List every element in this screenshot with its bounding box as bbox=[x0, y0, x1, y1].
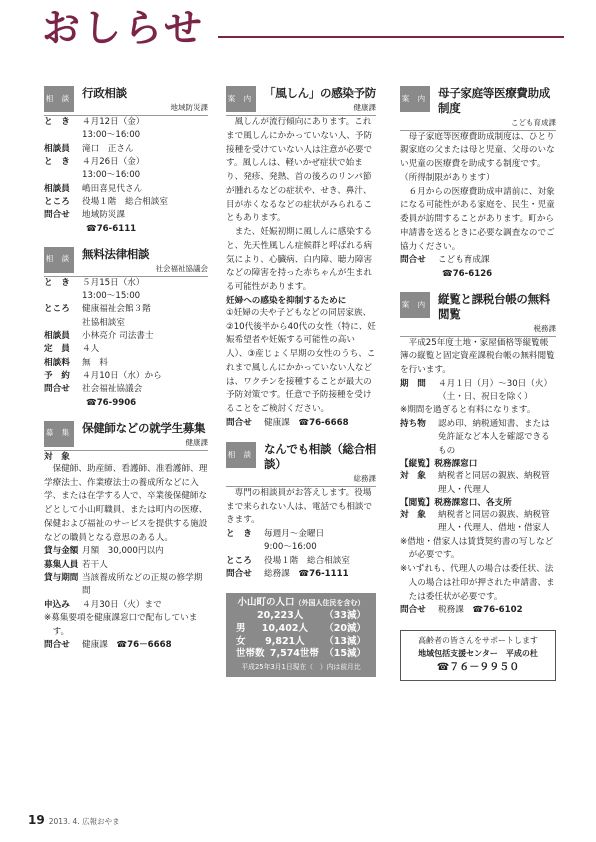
info-row bbox=[226, 555, 376, 568]
info-row bbox=[44, 545, 208, 558]
paragraph: また、妊娠初期に風しんに感染すると、先天性風しん症候群と呼ばれる病気により、心臓病、白内障、聴力障害などの障害を持った赤ちゃんが生まれる可能性があります。 bbox=[226, 227, 373, 292]
row-label bbox=[44, 317, 82, 330]
row-label: 予 約 bbox=[44, 370, 70, 381]
population-change: （33減） bbox=[324, 609, 366, 621]
population-rows bbox=[230, 610, 372, 661]
title-rule bbox=[218, 36, 564, 38]
section-tag: 案 内 bbox=[400, 86, 430, 112]
row-value: 当該養成所などの正規の修学期間 bbox=[82, 573, 203, 597]
contact-label: 問合せ bbox=[400, 605, 426, 616]
note: ※いずれも、代理人の場合は委任状、法人の場合は社印が押された申請書、または委任状が必要です。 bbox=[400, 564, 555, 602]
population-row bbox=[230, 648, 372, 661]
row-label: 貸与期間 bbox=[44, 573, 79, 584]
row-label: 募集人員 bbox=[44, 559, 79, 570]
paragraph: 母子家庭等医療費助成制度は、ひとり親家庭の父または母と児童、父母のいない児童の医療費を助成する制度です。（所得制限があります） bbox=[400, 131, 555, 183]
contact-dept: 健康課 bbox=[82, 640, 108, 651]
row-value: 役場１階 総合相談室 bbox=[82, 196, 168, 207]
row-label: と き bbox=[44, 117, 70, 127]
population-title-note: （外国人住民を含む） bbox=[294, 599, 365, 608]
row-value: 月額 30,000円以内 bbox=[82, 546, 164, 557]
info-row bbox=[44, 343, 208, 356]
row-label: 問合せ bbox=[44, 210, 70, 221]
info-row bbox=[44, 357, 208, 370]
info-row bbox=[226, 528, 376, 541]
section-tag: 相 談 bbox=[44, 86, 74, 112]
row-value: 社協相談室 bbox=[82, 317, 125, 328]
section-dept: 健康課 bbox=[353, 102, 376, 112]
issue-label: 2013. 4. 広報おやま bbox=[48, 816, 120, 826]
column-middle bbox=[226, 86, 376, 677]
column-left bbox=[44, 86, 208, 665]
population-value: 7,574世帯 bbox=[269, 648, 319, 660]
phone-number: ☎76－6668 bbox=[116, 640, 172, 651]
population-row bbox=[230, 610, 372, 623]
row-value: 毎週月～金曜日 bbox=[264, 529, 325, 540]
target-value: 納税者と同居の親族、納税管理人・代理人 bbox=[438, 471, 550, 495]
row-value: 13:00～16:00 bbox=[82, 170, 141, 181]
houritsu-section bbox=[44, 247, 208, 409]
items-value: 認め印、納税通知書、または免許証など本人を確認できるもの bbox=[438, 419, 550, 456]
row-label bbox=[44, 290, 82, 303]
etsuran-heading: 【閲覧】税務課窓口、各支所 bbox=[400, 497, 512, 508]
row-label: 相談員 bbox=[44, 143, 70, 154]
period-value: ４月１日（月）～30日（火） bbox=[438, 378, 553, 389]
info-row bbox=[44, 183, 208, 196]
section-tag: 相 談 bbox=[226, 442, 256, 468]
section-dept: 健康課 bbox=[185, 437, 208, 447]
note: ※借地・借家人は賃貸契約書の写しなどが必要です。 bbox=[400, 536, 554, 561]
section-title: なんでも相談（総合相談） bbox=[264, 442, 376, 472]
phone-number: ☎76-1111 bbox=[298, 569, 349, 580]
info-row bbox=[44, 129, 208, 142]
target-label: 対 象 bbox=[400, 471, 426, 482]
row-value: 9:00～16:00 bbox=[264, 542, 317, 553]
info-row bbox=[44, 169, 208, 182]
row-value: 無 料 bbox=[82, 357, 108, 368]
info-rows bbox=[44, 545, 208, 612]
row-value: 若干人 bbox=[82, 559, 108, 570]
boshi-section bbox=[400, 86, 556, 280]
juran-section bbox=[400, 292, 556, 618]
support-line: 高齢者の皆さんをサポートします bbox=[418, 635, 538, 645]
info-row bbox=[44, 317, 208, 330]
info-row bbox=[226, 541, 376, 554]
row-label: 相談員 bbox=[44, 183, 70, 194]
contact-label: 問合せ bbox=[226, 417, 252, 428]
row-value: ４月12日（金） bbox=[82, 117, 145, 127]
population-row bbox=[230, 636, 372, 649]
section-title: 「風しん」の感染予防 bbox=[264, 86, 376, 100]
row-label: と き bbox=[44, 156, 70, 167]
section-tag: 相 談 bbox=[44, 247, 74, 273]
population-value: 9,821人 bbox=[265, 635, 305, 647]
info-row bbox=[44, 572, 208, 599]
fuushin-section bbox=[226, 86, 376, 430]
paragraph: 平成25年度土地・家屋価格等縦覧帳簿の縦覧と固定資産課税台帳の無料閲覧を行います。 bbox=[400, 337, 555, 376]
info-rows bbox=[44, 116, 208, 223]
paragraph: 専門の相談員がお答えします。役場まで来られない人は、電話でも相談できます。 bbox=[226, 487, 373, 526]
row-value: ５月15日（水） bbox=[82, 277, 145, 288]
row-label: ところ bbox=[44, 196, 70, 207]
population-change: （20減） bbox=[324, 622, 366, 634]
section-tag: 案 内 bbox=[400, 292, 430, 318]
phone-number: ☎76-6126 bbox=[442, 268, 493, 279]
section-dept: 社会福祉協議会 bbox=[155, 263, 208, 273]
column-right bbox=[400, 86, 556, 681]
row-label bbox=[226, 541, 264, 554]
row-value: 13:00～16:00 bbox=[82, 130, 141, 141]
page-title: おしらせ bbox=[42, 6, 205, 50]
info-row bbox=[44, 330, 208, 343]
info-row bbox=[44, 116, 208, 129]
row-value: 嶋田喜見代さん bbox=[82, 183, 143, 194]
row-value: 小林亮介 司法書士 bbox=[82, 330, 154, 341]
row-value: 健康福祉会館３階 bbox=[82, 304, 151, 315]
info-row bbox=[44, 209, 208, 222]
population-value: 20,223人 bbox=[257, 609, 304, 621]
section-title: 保健師などの就学生募集 bbox=[82, 420, 206, 435]
info-row bbox=[44, 143, 208, 156]
population-change: （13減） bbox=[324, 635, 366, 647]
row-label bbox=[44, 169, 82, 182]
population-title: 小山町の人口 bbox=[237, 597, 295, 609]
info-row bbox=[44, 290, 208, 303]
contact-dept: 健康課 bbox=[264, 417, 290, 428]
population-row bbox=[230, 623, 372, 636]
juran-heading: 【縦覧】税務課窓口 bbox=[400, 459, 478, 470]
section-dept: 地域防災課 bbox=[170, 102, 208, 112]
row-value: ４月26日（金） bbox=[82, 156, 145, 167]
note: ※募集要項を健康課窓口で配布しています。 bbox=[44, 612, 198, 637]
paragraph: ６月からの医療費助成申請前に、対象になる可能性がある家庭を、民生・児童委員が訪問することがあります。町から申請書を送るときに必要な調査なのでご協力ください。 bbox=[400, 186, 555, 252]
info-row bbox=[44, 303, 208, 316]
row-value: 社会福祉協議会 bbox=[82, 384, 143, 395]
row-value: 地域防災課 bbox=[82, 210, 125, 221]
target-text: 保健師、助産師、看護師、准看護師、理学療法士、作業療法士の養成所などに入学、または在学する人で、卒業後保健師などとして小山町職員、または町内の医療、保健および福祉のサービスを提供する施設などの職員となる意思のある人。 bbox=[44, 463, 208, 543]
row-value: 13:00～15:00 bbox=[82, 291, 141, 302]
phone-number: ☎76-6111 bbox=[86, 223, 137, 234]
row-value: 滝口 正さん bbox=[82, 143, 134, 154]
target-label: 対 象 bbox=[400, 510, 426, 521]
section-dept: こども育成課 bbox=[511, 117, 556, 127]
paragraph: ①妊婦の夫や子どもなどの同居家族、②10代後半から40代の女性（特に、妊娠希望者や妊娠する可能性の高い人）、③産じょく早期の女性のうち、これまで風しんにかかっていない人などは、ワクチンを接種することが最大の予防対策です。任意で予防接種を受けることをご検討ください。 bbox=[226, 307, 376, 415]
population-label: 女 bbox=[236, 635, 246, 647]
info-rows bbox=[44, 277, 208, 397]
nandemo-section bbox=[226, 442, 376, 581]
info-row bbox=[44, 559, 208, 572]
section-dept: 総務課 bbox=[353, 474, 376, 484]
contact-dept: 税務課 bbox=[438, 605, 464, 616]
population-label: 男 bbox=[236, 622, 246, 634]
population-box bbox=[226, 593, 376, 676]
population-footnote: 平成25年3月1日現在（ ）内は前月比 bbox=[241, 663, 361, 672]
gyousei-section bbox=[44, 86, 208, 235]
info-row bbox=[44, 383, 208, 396]
row-value: ４月30日（火）まで bbox=[82, 599, 162, 610]
row-label: と き bbox=[226, 529, 252, 540]
row-value: ４月10日（水）から bbox=[82, 370, 162, 381]
row-label: 定 員 bbox=[44, 344, 70, 355]
items-label: 持ち物 bbox=[400, 419, 426, 430]
population-label: 世帯数 bbox=[236, 648, 265, 660]
info-row bbox=[44, 277, 208, 290]
phone-number: ☎76-6668 bbox=[298, 417, 349, 428]
row-value: ４人 bbox=[82, 344, 100, 355]
contact-dept: こども育成課 bbox=[438, 255, 490, 266]
target-value: 納税者と同居の親族、納税管理人・代理人、借地・借家人 bbox=[438, 510, 550, 534]
row-label: ところ bbox=[44, 304, 70, 315]
row-label: 申込み bbox=[44, 599, 70, 610]
support-box bbox=[400, 630, 556, 682]
row-value: 役場１階 総合相談室 bbox=[264, 555, 350, 566]
row-label: ところ bbox=[226, 555, 252, 566]
section-title: 行政相談 bbox=[82, 86, 127, 100]
hokenshi-section bbox=[44, 421, 208, 653]
support-center-name: 地域包括支援センター 平成の杜 bbox=[418, 648, 538, 658]
phone-number: ☎７６－９９５０ bbox=[436, 662, 520, 674]
info-row bbox=[44, 156, 208, 169]
page-number: 19 bbox=[28, 812, 45, 827]
row-label: 相談料 bbox=[44, 357, 70, 368]
paragraph: 風しんが流行傾向にあります。これまで風しんにかかっていない人、予防接種を受けていない人は注意が必要です。風しんは、軽いかぜ症状で始まり、発疹、発熱、首の後ろのリンパ節が腫れるなどの症状や、せき、鼻汁、目が赤くなるなどの症状がみられることもあります。 bbox=[226, 117, 373, 224]
target-label: 対 象 bbox=[44, 451, 70, 462]
section-tag: 案 内 bbox=[226, 86, 256, 112]
contact-label: 問合せ bbox=[44, 640, 70, 651]
section-title: 縦覧と課税台帳の無料閲覧 bbox=[438, 291, 550, 321]
population-value: 10,402人 bbox=[261, 622, 308, 634]
section-title: 無料法律相談 bbox=[82, 246, 150, 261]
row-label: 相談員 bbox=[44, 330, 70, 341]
info-row bbox=[44, 370, 208, 383]
contact-label: 問合せ bbox=[400, 255, 426, 266]
section-title: 母子家庭等医療費助成制度 bbox=[438, 86, 550, 115]
population-change: （15減） bbox=[324, 648, 366, 660]
note: ※期間を過ぎると有料になります。 bbox=[400, 405, 536, 416]
page-footer bbox=[28, 812, 120, 829]
phone-number: ☎76-6102 bbox=[472, 605, 523, 616]
period-label: 期 間 bbox=[400, 378, 426, 389]
subheading: 妊婦への感染を抑制するために bbox=[226, 295, 347, 306]
phone-number: ☎76-9906 bbox=[86, 397, 137, 408]
section-dept: 税務課 bbox=[533, 323, 556, 333]
info-row bbox=[44, 196, 208, 209]
info-row bbox=[44, 599, 208, 612]
contact-label: 問合せ bbox=[226, 569, 252, 580]
contact-dept: 総務課 bbox=[264, 569, 290, 580]
row-label: 貸与金額 bbox=[44, 546, 79, 557]
section-tag: 募 集 bbox=[44, 421, 74, 447]
row-label: 問合せ bbox=[44, 384, 70, 395]
period-note: （土・日、祝日を除く） bbox=[438, 392, 533, 403]
row-label bbox=[44, 129, 82, 142]
row-label: と き bbox=[44, 277, 70, 288]
info-rows bbox=[226, 528, 376, 568]
